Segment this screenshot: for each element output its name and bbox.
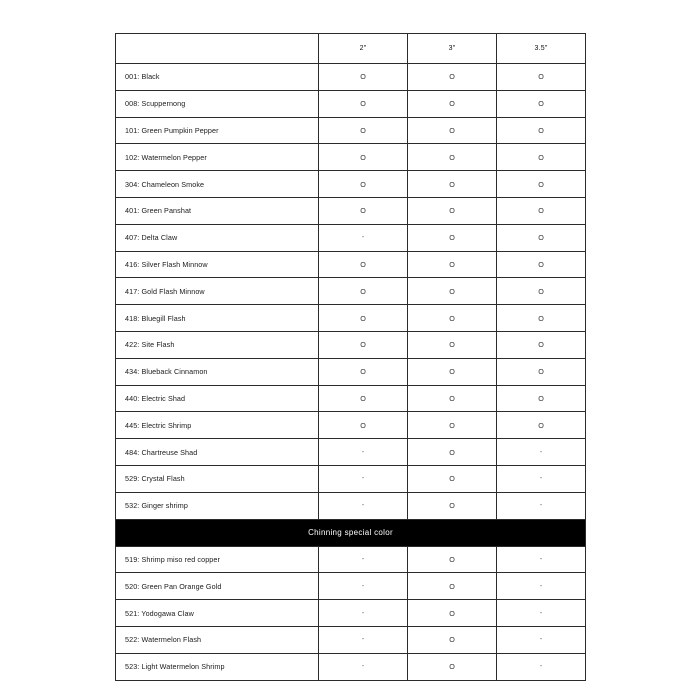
color-size-table-wrapper <box>115 33 585 681</box>
table-row <box>116 171 586 198</box>
table-row <box>116 546 586 573</box>
availability-cell: - <box>319 546 408 573</box>
availability-cell: - <box>497 653 586 680</box>
color-name-cell: 101: Green Pumpkin Pepper <box>116 117 319 144</box>
color-name-cell: 102: Watermelon Pepper <box>116 144 319 171</box>
color-name-cell: 417: Gold Flash Minnow <box>116 278 319 305</box>
availability-cell: O <box>319 197 408 224</box>
availability-cell: O <box>408 117 497 144</box>
color-name-cell: 434: Blueback Cinnamon <box>116 358 319 385</box>
availability-cell: O <box>408 90 497 117</box>
color-name-cell: 440: Electric Shad <box>116 385 319 412</box>
table-row <box>116 197 586 224</box>
color-name-cell: 532: Ginger shrimp <box>116 492 319 519</box>
color-name-cell: 520: Green Pan Orange Gold <box>116 573 319 600</box>
availability-cell: O <box>319 331 408 358</box>
availability-cell: O <box>319 358 408 385</box>
availability-cell: O <box>497 331 586 358</box>
availability-cell: O <box>408 358 497 385</box>
availability-cell: - <box>497 600 586 627</box>
color-name-cell: 484: Chartreuse Shad <box>116 439 319 466</box>
availability-cell: O <box>408 412 497 439</box>
header-cell-size-35: 3.5" <box>497 34 586 64</box>
color-name-cell: 523: Light Watermelon Shrimp <box>116 653 319 680</box>
table-row <box>116 465 586 492</box>
table-header-row <box>116 34 586 64</box>
availability-cell: - <box>319 600 408 627</box>
availability-cell: - <box>319 626 408 653</box>
table-row <box>116 358 586 385</box>
availability-cell: O <box>497 385 586 412</box>
availability-cell: O <box>319 278 408 305</box>
color-name-cell: 008: Scuppernong <box>116 90 319 117</box>
table-row <box>116 653 586 680</box>
table-row <box>116 144 586 171</box>
availability-cell: O <box>319 117 408 144</box>
availability-cell: O <box>319 412 408 439</box>
color-name-cell: 445: Electric Shrimp <box>116 412 319 439</box>
color-name-cell: 001: Black <box>116 64 319 91</box>
color-name-cell: 522: Watermelon Flash <box>116 626 319 653</box>
availability-cell: O <box>497 171 586 198</box>
table-row <box>116 412 586 439</box>
availability-cell: O <box>319 64 408 91</box>
color-name-cell: 407: Delta Claw <box>116 224 319 251</box>
availability-cell: O <box>408 653 497 680</box>
color-name-cell: 304: Chameleon Smoke <box>116 171 319 198</box>
availability-cell: O <box>408 224 497 251</box>
table-row <box>116 90 586 117</box>
availability-cell: O <box>319 144 408 171</box>
availability-cell: - <box>319 224 408 251</box>
availability-cell: O <box>408 492 497 519</box>
color-name-cell: 529: Crystal Flash <box>116 465 319 492</box>
availability-cell: O <box>408 600 497 627</box>
availability-cell: O <box>497 117 586 144</box>
availability-cell: O <box>408 465 497 492</box>
availability-cell: O <box>408 64 497 91</box>
table-row <box>116 573 586 600</box>
availability-cell: O <box>497 278 586 305</box>
availability-cell: - <box>497 465 586 492</box>
availability-cell: O <box>408 626 497 653</box>
table-row <box>116 278 586 305</box>
availability-cell: - <box>319 573 408 600</box>
table-row <box>116 251 586 278</box>
availability-cell: - <box>497 626 586 653</box>
color-name-cell: 418: Bluegill Flash <box>116 305 319 332</box>
availability-cell: O <box>408 573 497 600</box>
table-row <box>116 492 586 519</box>
header-cell-size-2: 2" <box>319 34 408 64</box>
table-row <box>116 385 586 412</box>
availability-cell: O <box>497 358 586 385</box>
table-row <box>116 117 586 144</box>
availability-cell: - <box>319 653 408 680</box>
availability-cell: O <box>408 251 497 278</box>
table-row <box>116 64 586 91</box>
color-name-cell: 422: Site Flash <box>116 331 319 358</box>
header-cell-size-3: 3" <box>408 34 497 64</box>
availability-cell: O <box>497 64 586 91</box>
color-name-cell: 521: Yodogawa Claw <box>116 600 319 627</box>
availability-cell: O <box>497 197 586 224</box>
availability-cell: O <box>408 385 497 412</box>
availability-cell: - <box>497 439 586 466</box>
color-name-cell: 416: Silver Flash Minnow <box>116 251 319 278</box>
color-name-cell: 519: Shrimp miso red copper <box>116 546 319 573</box>
table-row <box>116 305 586 332</box>
availability-cell: O <box>497 144 586 171</box>
availability-cell: O <box>408 546 497 573</box>
availability-cell: O <box>497 90 586 117</box>
availability-cell: O <box>408 144 497 171</box>
availability-cell: - <box>497 573 586 600</box>
availability-cell: O <box>319 251 408 278</box>
section-header-label: Chinning special color <box>116 519 586 546</box>
availability-cell: - <box>497 492 586 519</box>
availability-cell: O <box>319 305 408 332</box>
availability-cell: - <box>319 465 408 492</box>
availability-cell: O <box>497 305 586 332</box>
table-row <box>116 439 586 466</box>
availability-cell: O <box>408 305 497 332</box>
availability-cell: O <box>408 331 497 358</box>
color-name-cell: 401: Green Panshat <box>116 197 319 224</box>
table-row <box>116 224 586 251</box>
table-row <box>116 600 586 627</box>
header-cell-name <box>116 34 319 64</box>
availability-cell: O <box>319 171 408 198</box>
availability-cell: O <box>497 251 586 278</box>
section-header-row <box>116 519 586 546</box>
availability-cell: - <box>497 546 586 573</box>
availability-cell: O <box>497 412 586 439</box>
availability-cell: O <box>319 385 408 412</box>
availability-cell: O <box>408 278 497 305</box>
availability-cell: - <box>319 492 408 519</box>
availability-cell: O <box>319 90 408 117</box>
color-size-table <box>115 33 586 681</box>
table-row <box>116 331 586 358</box>
availability-cell: O <box>408 171 497 198</box>
availability-cell: O <box>408 197 497 224</box>
availability-cell: O <box>408 439 497 466</box>
table-row <box>116 626 586 653</box>
availability-cell: O <box>497 224 586 251</box>
availability-cell: - <box>319 439 408 466</box>
